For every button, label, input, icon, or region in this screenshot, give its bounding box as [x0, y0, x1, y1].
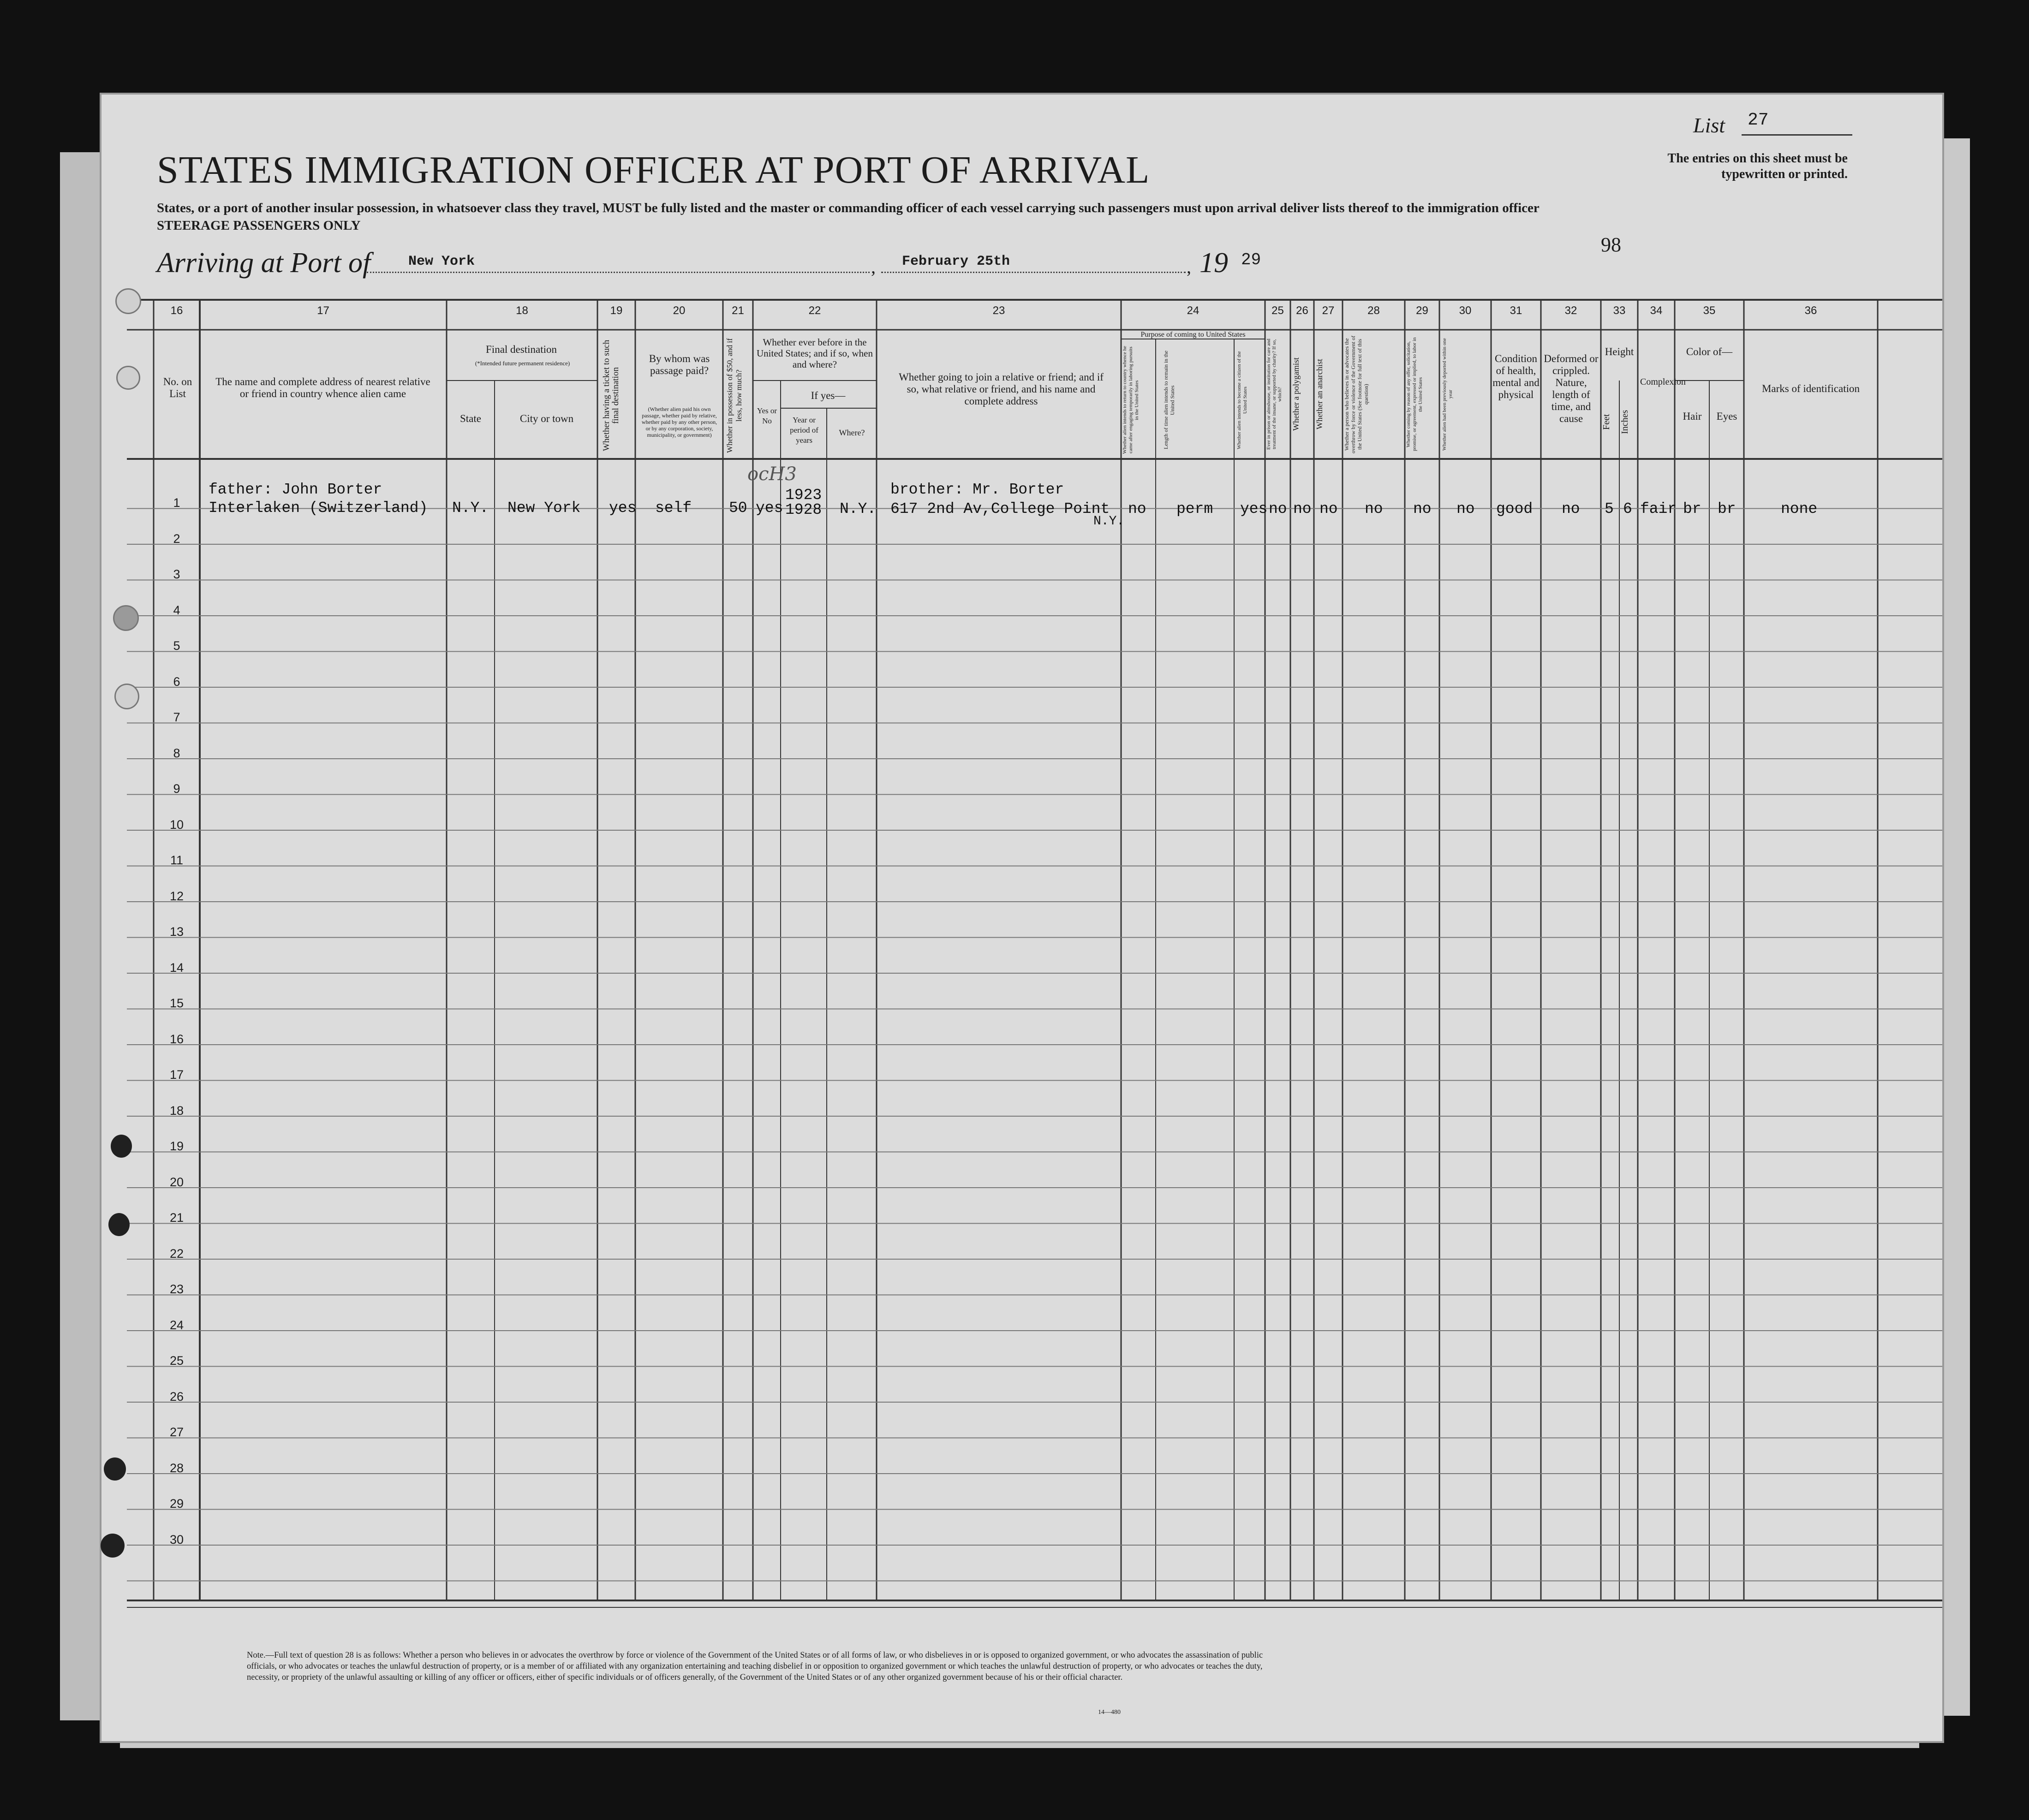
cell-eyes: br	[1718, 500, 1736, 517]
hdr-inches: Inches	[1620, 410, 1630, 434]
hdr-purpose-citizen: Whether alien intends to become a citizen of the United States	[1236, 351, 1248, 449]
cell-years-1: 1923	[785, 487, 822, 504]
hdr-prison: Ever in prison or almshouse, or institution for care and treatment of the insane, or supported by charity? If so, which?	[1266, 339, 1283, 450]
colnum-18: 18	[516, 304, 528, 317]
hdr-deported: Whether alien had been previously deported within one year	[1442, 338, 1453, 451]
hdr-nearest-relative: The name and complete address of nearest relative or friend in country whence alien came	[215, 376, 430, 399]
colnum-21: 21	[732, 304, 744, 317]
hdr-passage-paid: By whom was passage paid?	[649, 353, 710, 376]
colnum-32: 32	[1564, 304, 1577, 317]
hdr-joining: Whether going to join a relative or friend; and if so, what relative or friend, and his name and complete address	[899, 371, 1104, 407]
colnum-30: 30	[1459, 304, 1472, 317]
row-number: 12	[169, 889, 184, 903]
hdr-polygamist: Whether a polygamist	[1291, 357, 1301, 431]
hdr-eyes: Eyes	[1716, 410, 1737, 422]
row-number: 6	[173, 674, 180, 689]
row-number: 1	[173, 496, 180, 510]
subtitle-line-1: States, or a port of another insular possession, in whatsoever class they travel, MUST be fully listed and the master or commanding officer of each vessel carrying such passengers must upon arrival deliver lists thereof to the immigration officer	[157, 201, 1540, 215]
hdr-anarchist: Whether an anarchist	[1315, 359, 1324, 430]
manifest-page	[101, 95, 1942, 1741]
cell-health: good	[1496, 500, 1533, 517]
binding-hole-2	[116, 366, 140, 390]
cell-joining-line2: 617 2nd Av,College Point	[890, 500, 1110, 517]
row-number: 7	[173, 710, 180, 724]
year-prefix: 19	[1199, 247, 1228, 279]
row-number: 14	[169, 960, 184, 975]
hdr-hair: Hair	[1683, 410, 1702, 422]
binding-hole-5	[111, 1135, 132, 1158]
binding-hole-3	[113, 605, 139, 631]
cell-anarchist: no	[1319, 500, 1338, 517]
row-number: 13	[169, 925, 184, 939]
cell-relative-line2: Interlaken (Switzerland)	[209, 500, 428, 517]
colnum-25: 25	[1271, 304, 1284, 317]
hdr-where: Where?	[839, 428, 865, 437]
row-number: 30	[169, 1532, 184, 1546]
hdr-deformed: Deformed or crippled. Nature, length of time, and cause	[1544, 353, 1599, 424]
footnote-question-28: Note.—Full text of question 28 is as follows: Whether a person who believes in or advocates the overthrow by force or violence of the Government of the United States or of all forms of law, or who disbelieves in or is opposed to organized government, or who advocates the assassination of public officials, or who advocates or teaches the unlawful destruction of property, or is a member of or affiliated with any organization entertaining and teaching disbelief in or opposition to organized government or which teaches the unlawful destruction of property, or who advocates or teaches the duty, necessity, or propriety of the unlawful assaulting or killing of any officer or officers, either of specific individuals or of officers generally, of the Government of the United States or of any other organized government because of his or their official character.	[247, 1651, 1263, 1682]
hdr-offer-labor: Whether coming by reason of any offer, solicitation, promise, or agreement, expressed or implied, to labor in the United States	[1406, 337, 1423, 452]
cell-length-stay: perm	[1176, 500, 1213, 517]
hdr-before-in-us: Whether ever before in the United States; and if so, when and where?	[757, 337, 873, 370]
cell-deported: no	[1456, 500, 1475, 517]
cell-complexion: fair	[1640, 500, 1677, 517]
row-number: 9	[173, 782, 180, 796]
row-number: 4	[173, 603, 180, 617]
hdr-overthrow: Whether a person who believes in or advocates the overthrow by force or violence of the Government of the United States (See footnote for full text of this question)	[1343, 335, 1369, 453]
cell-hair: br	[1683, 500, 1701, 517]
binding-hole-4	[114, 684, 139, 709]
cell-relative-line1: father: John Borter	[209, 481, 382, 498]
row-number: 18	[169, 1103, 184, 1118]
colnum-31: 31	[1510, 304, 1522, 317]
colnum-29: 29	[1416, 304, 1428, 317]
row-number: 27	[169, 1425, 184, 1439]
cell-deformed: no	[1562, 500, 1580, 517]
row-number: 19	[169, 1139, 184, 1153]
colnum-34: 34	[1650, 304, 1663, 317]
row-number: 15	[169, 996, 184, 1010]
cell-ticket: yes	[609, 500, 637, 517]
row-number: 20	[169, 1175, 184, 1189]
row-number: 2	[173, 531, 180, 546]
row-number: 23	[169, 1282, 184, 1296]
cell-before-in-us: yes	[756, 500, 783, 517]
page-title: STATES IMMIGRATION OFFICER AT PORT OF ARRIVAL	[157, 149, 1150, 191]
hdr-yes-or-no: Yes or No	[757, 406, 777, 425]
cell-offer-labor: no	[1413, 500, 1432, 517]
cell-where: N.Y.	[840, 500, 877, 517]
colnum-19: 19	[610, 304, 623, 317]
hdr-no-on-list: No. on List	[163, 376, 192, 399]
row-number: 24	[169, 1318, 184, 1332]
hdr-final-destination: Final destination	[486, 344, 557, 355]
hdr-height: Height	[1605, 346, 1634, 357]
colnum-23: 23	[992, 304, 1005, 317]
hdr-feet: Feet	[1601, 414, 1611, 430]
hdr-purpose-length: Length of time alien intends to remain in the United States	[1163, 351, 1176, 450]
row-number: 28	[169, 1461, 184, 1475]
cell-feet: 5	[1605, 500, 1614, 517]
hdr-health: Condition of health, mental and physical	[1492, 353, 1540, 400]
hdr-ticket: Whether having a ticket to such final destination	[602, 339, 621, 452]
sheet-number: 98	[1601, 233, 1621, 256]
colnum-35: 35	[1703, 304, 1716, 317]
cell-city: New York	[507, 500, 581, 517]
list-number: 27	[1748, 110, 1769, 130]
cell-passage-paid: self	[655, 500, 692, 517]
binding-hole-7	[104, 1457, 126, 1481]
binding-hole-8	[101, 1534, 125, 1558]
row-number: 8	[173, 746, 180, 760]
cell-prison: no	[1269, 500, 1287, 517]
cell-marks: none	[1781, 500, 1818, 517]
colnum-20: 20	[673, 304, 686, 317]
colnum-17: 17	[317, 304, 329, 317]
cell-joining-line3: N.Y.	[1093, 514, 1125, 529]
row-number: 10	[169, 817, 184, 832]
form-number: 14—480	[1098, 1709, 1121, 1716]
row-number: 29	[169, 1497, 184, 1511]
hdr-fifty-dollars: Whether in possession of $50, and if less, how much?	[725, 338, 743, 453]
hdr-passage-paid-sub: (Whether alien paid his own passage, whether paid by relative, whether paid by any other person, or by any corporation, society, municipality, or government)	[641, 406, 717, 438]
hdr-years: Year or period of years	[790, 416, 818, 445]
hdr-city: City or town	[519, 413, 574, 424]
cell-polygamist: no	[1293, 500, 1312, 517]
cell-inches: 6	[1623, 500, 1632, 517]
colnum-36: 36	[1804, 304, 1817, 317]
hdr-if-yes: If yes—	[811, 390, 846, 401]
colnum-33: 33	[1613, 304, 1626, 317]
subtitle-line-2: STEERAGE PASSENGERS ONLY	[157, 218, 361, 233]
instructions-text: The entries on this sheet must be typewritten or printed.	[1667, 151, 1848, 181]
cell-years-2: 1928	[785, 501, 822, 518]
year-suffix: 29	[1241, 250, 1261, 269]
binding-hole-6	[108, 1213, 130, 1236]
hdr-purpose: Purpose of coming to United States	[1140, 331, 1246, 339]
hdr-purpose-return: Whether alien intends to return to country whence he came after engaging temporarily in laboring pursuits in the United States	[1122, 346, 1140, 454]
colnum-26: 26	[1296, 304, 1308, 317]
row-number: 21	[169, 1211, 184, 1225]
row-number: 17	[169, 1068, 184, 1082]
colnum-24: 24	[1187, 304, 1199, 317]
comma-1: ,	[871, 256, 876, 277]
cell-money: 50	[729, 500, 747, 517]
hdr-state: State	[460, 413, 481, 424]
row-number: 25	[169, 1354, 184, 1368]
list-label: List	[1693, 113, 1725, 137]
cell-joining-line1: brother: Mr. Borter	[890, 481, 1064, 498]
date-value: February 25th	[902, 254, 1010, 269]
comma-2: ,	[1187, 256, 1191, 277]
pencil-annotation: ocH3	[747, 464, 797, 485]
row-number: 26	[169, 1389, 184, 1404]
arriving-label: Arriving at Port of	[157, 247, 371, 279]
binding-hole-1	[115, 288, 141, 314]
hdr-complexion: Complexion	[1640, 377, 1686, 387]
port-value: New York	[408, 254, 475, 269]
colnum-16: 16	[170, 304, 183, 317]
form-grid	[101, 95, 1942, 1741]
cell-return-intent: no	[1128, 500, 1146, 517]
row-number: 11	[170, 853, 184, 867]
hdr-color-of: Color of—	[1686, 346, 1733, 357]
colnum-22: 22	[808, 304, 821, 317]
colnum-27: 27	[1322, 304, 1335, 317]
hdr-final-destination-sub: (*Intended future permanent residence)	[475, 360, 570, 367]
cell-overthrow: no	[1365, 500, 1383, 517]
colnum-28: 28	[1367, 304, 1380, 317]
row-number: 16	[169, 1032, 184, 1046]
hdr-marks: Marks of identification	[1761, 383, 1860, 394]
row-number: 5	[173, 639, 180, 653]
row-number: 3	[173, 567, 180, 581]
cell-state: N.Y.	[452, 500, 489, 517]
row-number: 22	[169, 1246, 184, 1261]
cell-citizen-intent: yes	[1240, 500, 1268, 517]
